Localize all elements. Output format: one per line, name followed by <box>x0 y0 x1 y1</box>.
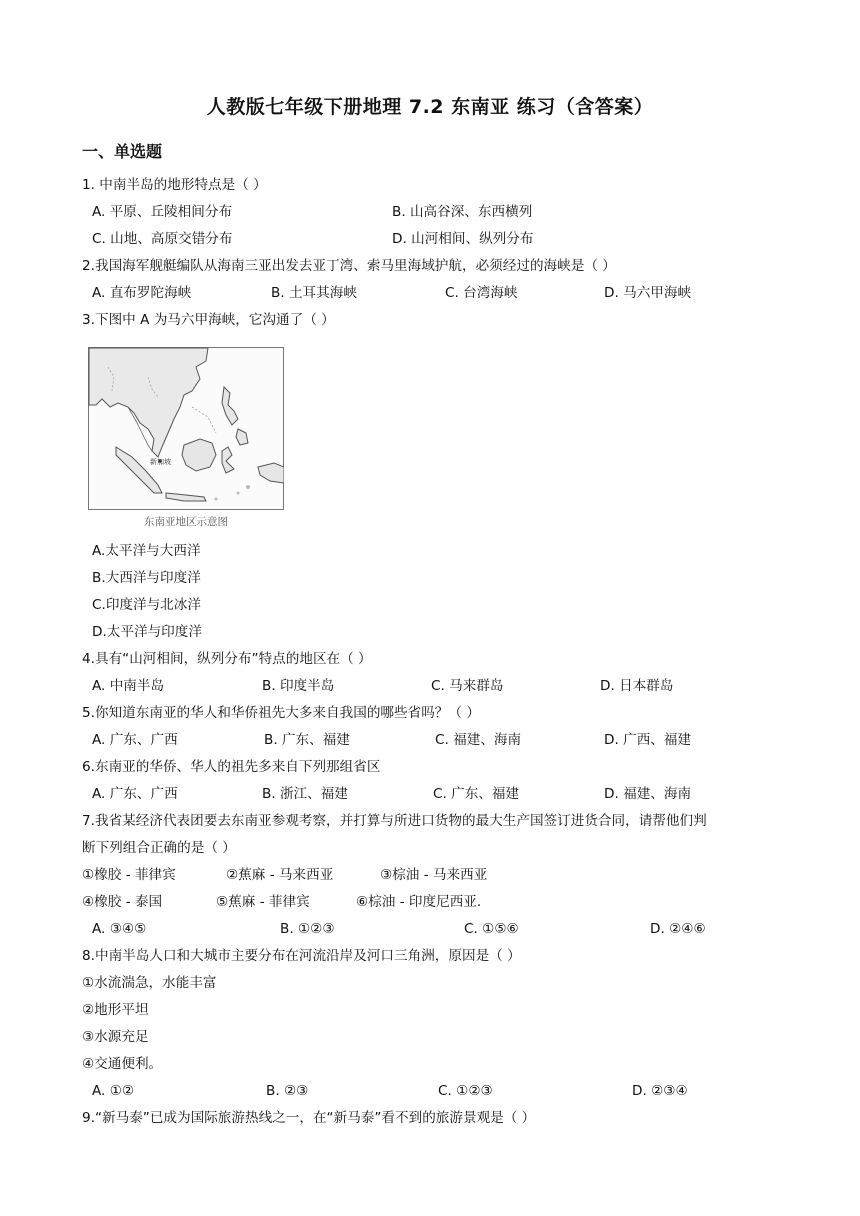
option-d: D. 山河相间、纵列分布 <box>392 231 534 247</box>
option-d: D. 日本群岛 <box>600 678 674 694</box>
option-a: A. 广东、广西 <box>92 732 178 748</box>
option-b: B. ①②③ <box>280 921 335 937</box>
list-item: ④橡胶 - 泰国 <box>82 894 163 910</box>
question-stem: 9.“新马泰”已成为国际旅游热线之一，在“新马泰”看不到的旅游景观是（ ） <box>82 1110 536 1126</box>
option-c: C. ①②③ <box>438 1083 493 1099</box>
option-a: A. 广东、广西 <box>92 786 178 802</box>
option-a: A. 直布罗陀海峡 <box>92 285 192 301</box>
option-c: C. 马来群岛 <box>431 678 504 694</box>
list-item: ③水源充足 <box>82 1029 149 1045</box>
option-d: D. 马六甲海峡 <box>604 285 692 301</box>
southeast-asia-map <box>88 347 284 531</box>
list-item: ②地形平坦 <box>82 1002 149 1018</box>
list-item: ①橡胶 - 菲律宾 <box>82 867 176 883</box>
option-b: B. 土耳其海峡 <box>271 285 357 301</box>
question-stem: 4.具有“山河相间，纵列分布”特点的地区在（ ） <box>82 651 372 667</box>
list-item: ②蕉麻 - 马来西亚 <box>226 867 334 883</box>
question-stem: 5.你知道东南亚的华人和华侨祖先大多来自我国的哪些省吗？（ ） <box>82 705 480 721</box>
option-a: A. ③④⑤ <box>92 921 147 937</box>
option-a: A. ①② <box>92 1083 135 1099</box>
option-a: A. 中南半岛 <box>92 678 165 694</box>
option-d: D. 福建、海南 <box>604 786 692 802</box>
option-b: B. 广东、福建 <box>264 732 350 748</box>
question-stem: 3.下图中 A 为马六甲海峡，它沟通了（ ） <box>82 312 335 328</box>
option-b: B. 浙江、福建 <box>262 786 348 802</box>
question-stem: 2.我国海军舰艇编队从海南三亚出发去亚丁湾、索马里海域护航，必须经过的海峡是（ ） <box>82 258 616 274</box>
section-heading: 一、单选题 <box>82 142 163 161</box>
option-c: C. 台湾海峡 <box>445 285 518 301</box>
option-c: C. ①⑤⑥ <box>464 921 519 937</box>
option-c: C. 福建、海南 <box>435 732 522 748</box>
question-stem: 8.中南半岛人口和大城市主要分布在河流沿岸及河口三角洲，原因是（ ） <box>82 948 521 964</box>
question-stem: 7.我省某经济代表团要去东南亚参观考察，并打算与所进口货物的最大生产国签订进货合同，请帮他们判 <box>82 813 707 829</box>
option-c: C.印度洋与北冰洋 <box>92 597 201 613</box>
list-item: ①水流湍急，水能丰富 <box>82 975 217 991</box>
option-b: B. 山高谷深、东西横列 <box>392 204 533 220</box>
question-stem: 1. 中南半岛的地形特点是（ ） <box>82 177 267 193</box>
list-item: ④交通便利。 <box>82 1056 163 1072</box>
option-b: B.大西洋与印度洋 <box>92 570 201 586</box>
option-b: B. ②③ <box>266 1083 309 1099</box>
option-a: A.太平洋与大西洋 <box>92 543 201 559</box>
list-item: ⑥棕油 - 印度尼西亚. <box>356 894 482 910</box>
option-c: C. 山地、高原交错分布 <box>92 231 233 247</box>
option-c: C. 广东、福建 <box>433 786 520 802</box>
question-stem-continued: 断下列组合正确的是（ ） <box>82 840 236 856</box>
option-b: B. 印度半岛 <box>262 678 335 694</box>
option-d: D. 广西、福建 <box>604 732 692 748</box>
map-caption: 东南亚地区示意图 <box>144 516 228 528</box>
option-d: D. ②③④ <box>632 1083 688 1099</box>
option-d: D.太平洋与印度洋 <box>92 624 202 640</box>
map-label-singapore: 新加坡 <box>150 458 171 466</box>
list-item: ③棕油 - 马来西亚 <box>380 867 488 883</box>
page-title: 人教版七年级下册地理 7.2 东南亚 练习（含答案） <box>206 96 654 118</box>
question-stem: 6.东南亚的华侨、华人的祖先多来自下列那组省区 <box>82 759 381 775</box>
option-d: D. ②④⑥ <box>650 921 706 937</box>
option-a: A. 平原、丘陵相间分布 <box>92 204 233 220</box>
list-item: ⑤蕉麻 - 菲律宾 <box>216 894 310 910</box>
